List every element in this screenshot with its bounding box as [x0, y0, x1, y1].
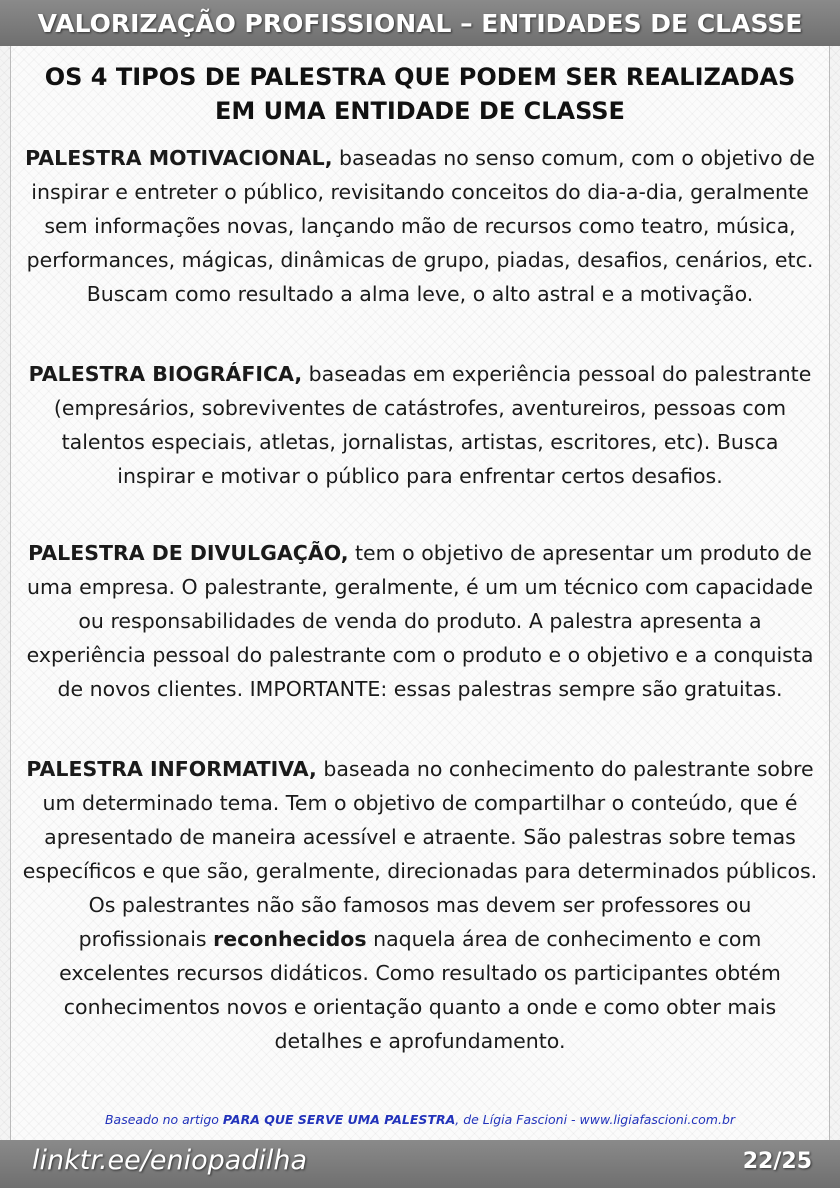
section-heading: PALESTRA BIOGRÁFICA, — [28, 362, 303, 386]
page-number: 22/25 — [742, 1149, 812, 1174]
footer-bar — [0, 1140, 840, 1188]
credit-prefix: Baseado no artigo — [104, 1112, 223, 1127]
section-body: tem o objetivo de apresentar um produto de uma empresa. O palestrante, geralmente, é um um técnico com capacidade ou responsabilidades de venda do produto. A palestra apresenta a experiência pessoal do palestrante com o produto e o objetivo e a conquista de novos clientes. IMPORTANTE: essas palestras sempre são gratuitas. — [26, 541, 814, 701]
page-title — [20, 60, 820, 128]
header-bar — [0, 0, 840, 46]
section-body-continued: naquela área de conhecimento e com excelentes recursos didáticos. Como resultado os participantes obtém conhecimentos novos e orientação quanto a onde e como obter mais detalhes e aprofundamento. — [59, 927, 781, 1053]
page-title-line-2: EM UMA ENTIDADE DE CLASSE — [215, 97, 625, 125]
section-heading: PALESTRA INFORMATIVA, — [26, 757, 317, 781]
header-title: VALORIZAÇÃO PROFISSIONAL – ENTIDADES DE CLASSE — [37, 8, 803, 38]
section-heading: PALESTRA DE DIVULGAÇÃO, — [28, 541, 349, 565]
footer-handle-link[interactable]: linktr.ee/eniopadilha — [32, 1145, 308, 1176]
page-title-line-1: OS 4 TIPOS DE PALESTRA QUE PODEM SER REALIZADAS — [44, 63, 796, 91]
section-heading: PALESTRA MOTIVACIONAL, — [25, 146, 333, 170]
credit-article-title: PARA QUE SERVE UMA PALESTRA — [222, 1112, 456, 1127]
section-motivacional — [22, 141, 818, 311]
source-credit — [0, 1112, 840, 1127]
section-body: baseada no conhecimento do palestrante sobre um determinado tema. Tem o objetivo de compartilhar o conteúdo, que é apresentado de maneira acessível e atraente. São palestras sobre temas específicos e que são, geralmente, direcionadas para determinados públicos. Os palestrantes não são famosos mas devem ser professores ou profissionais — [22, 757, 818, 951]
section-body: baseadas no senso comum, com o objetivo de inspirar e entreter o público, revisitando conceitos do dia-a-dia, geralmente sem informações novas, lançando mão de recursos como teatro, música, performances, mágicas, dinâmicas de grupo, piadas, desafios, cenários, etc. Buscam como resultado a alma leve, o alto astral e a motivação. — [26, 146, 815, 306]
section-emphasis: reconhecidos — [213, 927, 367, 951]
section-biografica — [22, 357, 818, 493]
section-body: baseadas em experiência pessoal do palestrante (empresários, sobreviventes de catástrofes, aventureiros, pessoas com talentos especiais, atletas, jornalistas, artistas, escritores, etc). Busca inspirar e motivar o público para enfrentar certos desafios. — [53, 362, 812, 488]
section-divulgacao — [22, 536, 818, 706]
credit-suffix: , de Lígia Fascioni - www.ligiafascioni.com.br — [455, 1112, 736, 1127]
section-informativa — [22, 752, 818, 1058]
